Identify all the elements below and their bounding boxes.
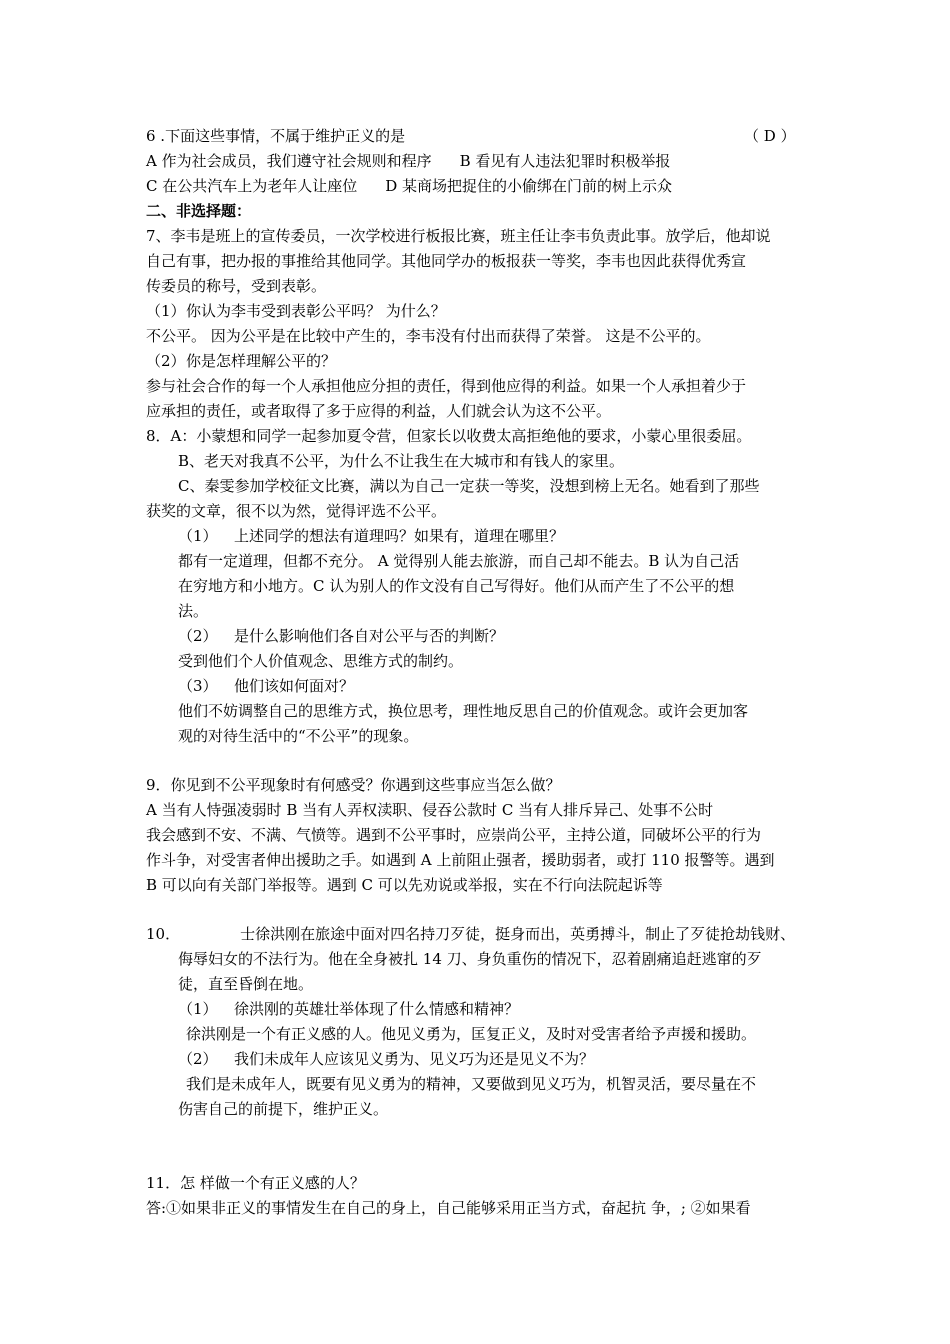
q8-line-a: 8．A：小蒙想和同学一起参加夏令营，但家长以收费太高拒绝他的要求，小蒙心里很委屈。	[146, 427, 752, 445]
q8-sub3-answer-line: 他们不妨调整自己的思维方式，换位思考，理性地反思自己的价值观念。或许会更加客	[178, 702, 749, 720]
q8-line-b: B、老天对我真不公平，为什么不让我生在大城市和有钱人的家里。	[178, 452, 625, 470]
q6-stem: 6 .下面这些事情，不属于维护正义的是	[146, 127, 406, 145]
q6-option-d: D 某商场把捉住的小偷绑在门前的树上示众	[385, 177, 673, 195]
q8-line-c: C、秦雯参加学校征文比赛，满以为自己一定获一等奖，没想到榜上无名。她看到了那些	[178, 477, 760, 495]
q10-sub1-question: 徐洪刚的英雄壮举体现了什么情感和精神？	[234, 1000, 520, 1018]
q10-stem-line: 士徐洪刚在旅途中面对四名持刀歹徒，挺身而出，英勇搏斗，制止了歹徒抢劫钱财、	[240, 925, 796, 943]
q7-sub2	[146, 349, 336, 373]
q10-sub2-answer-line: 伤害自己的前提下，维护正义。	[178, 1100, 389, 1118]
q8-sub1-answer-line: 法。	[178, 602, 209, 620]
q9-answer-line: B 可以向有关部门举报等。遇到 C 可以先劝说或举报，实在不行向法院起诉等	[146, 876, 663, 894]
q8-sub2-number: （2）	[178, 627, 218, 645]
q7-sub2-answer-line: 应承担的责任，或者取得了多于应得的利益，人们就会认为这不公平。	[146, 402, 612, 420]
q10-number: 10．	[146, 925, 181, 943]
q10-sub1-number: （1）	[178, 1000, 218, 1018]
q8-line-c-cont: 获奖的文章，很不以为然，觉得评选不公平。	[146, 502, 447, 520]
q7-sub1-number: （1）	[146, 302, 186, 320]
q8-sub1-answer-line: 都有一定道理，但都不充分。 A 觉得别人能去旅游，而自己却不能去。B 认为自己活	[178, 552, 740, 570]
q8-sub3-number: （3）	[178, 677, 218, 695]
q8-sub1-answer-line: 在穷地方和小地方。C 认为别人的作文没有自己写得好。他们从而产生了不公平的想	[178, 577, 735, 595]
q6-options-row1	[146, 149, 670, 173]
q10-sub2-number: （2）	[178, 1050, 218, 1068]
q8-sub2-question: 是什么影响他们各自对公平与否的判断？	[234, 627, 505, 645]
q10-first-line	[146, 922, 795, 946]
q8-sub3	[178, 674, 354, 698]
q7-sub2-question: 你是怎样理解公平的？	[186, 352, 337, 370]
q8-sub3-answer-line: 观的对待生活中的“不公平”的现象。	[178, 727, 419, 745]
q10-sub2-question: 我们未成年人应该见义勇为、见义巧为还是见义不为？	[234, 1050, 595, 1068]
q9-options: A 当有人恃强凌弱时 B 当有人弄权渎职、侵吞公款时 C 当有人排斥异己、处事不公时	[146, 801, 714, 819]
q10-sub2	[178, 1047, 594, 1071]
q8-sub3-question: 他们该如何面对？	[234, 677, 355, 695]
q10-sub1-answer: 徐洪刚是一个有正义感的人。他见义勇为，匡复正义，及时对受害者给予声援和援助。	[186, 1025, 757, 1043]
q6-options-row2	[146, 174, 672, 198]
q7-sub2-number: （2）	[146, 352, 186, 370]
q6-option-a: A 作为社会成员，我们遵守社会规则和程序	[146, 152, 432, 170]
q7-stem-line: 传委员的称号，受到表彰。	[146, 277, 327, 295]
q7-stem-line: 自己有事，把办报的事推给其他同学。其他同学办的板报获一等奖，李韦也因此获得优秀宣	[146, 252, 747, 270]
q8-sub2-answer: 受到他们个人价值观念、思维方式的制约。	[178, 652, 464, 670]
q7-stem-line: 7、李韦是班上的宣传委员，一次学校进行板报比赛，班主任让李韦负责此事。放学后，他却说	[146, 227, 771, 245]
q7-sub2-answer-line: 参与社会合作的每一个人承担他应分担的责任，得到他应得的利益。如果一个人承担着少于	[146, 377, 747, 395]
q8-sub1-question: 上述同学的想法有道理吗？如果有，道理在哪里？	[234, 527, 565, 545]
q10-stem-line: 徒，直至昏倒在地。	[178, 975, 314, 993]
q8-sub1	[178, 524, 564, 548]
q8-sub2	[178, 624, 504, 648]
q7-sub1-question: 你认为李韦受到表彰公平吗？ 为什么？	[186, 302, 446, 320]
q8-sub1-number: （1）	[178, 527, 218, 545]
section-title: 二、非选择题：	[146, 202, 252, 220]
q9-answer-line: 我会感到不安、不满、气愤等。遇到不公平事时，应崇尚公平，主持公道，同破坏公平的行为	[146, 826, 762, 844]
q6-answer: （ D ）	[744, 127, 796, 145]
q6-option-b: B 看见有人违法犯罪时积极举报	[459, 152, 671, 170]
q9-stem: 9．你见到不公平现象时有何感受？你遇到这些事应当怎么做？	[146, 776, 561, 794]
q7-sub1	[146, 299, 446, 323]
q10-stem-line: 侮辱妇女的不法行为。他在全身被扎 14 刀、身负重伤的情况下，忍着剧痛追赶逃窜的歹	[178, 950, 762, 968]
q9-answer-line: 作斗争，对受害者伸出援助之手。如遇到 A 上前阻止强者，援助弱者，或打 110 报警等。遇到	[146, 851, 775, 869]
q10-sub1	[178, 997, 519, 1021]
q11-stem: 11．怎 样做一个有正义感的人？	[146, 1174, 365, 1192]
q7-sub1-answer: 不公平。 因为公平是在比较中产生的，李韦没有付出而获得了荣誉。 这是不公平的。	[146, 327, 711, 345]
q6-option-c: C 在公共汽车上为老年人让座位	[146, 177, 358, 195]
q10-sub2-answer-line: 我们是未成年人，既要有见义勇为的精神，又要做到见义巧为，机智灵活，要尽量在不	[186, 1075, 757, 1093]
q11-answer: 答:①如果非正义的事情发生在自己的身上，自己能够采用正当方式，奋起抗 争，; ②如果看	[146, 1199, 751, 1217]
